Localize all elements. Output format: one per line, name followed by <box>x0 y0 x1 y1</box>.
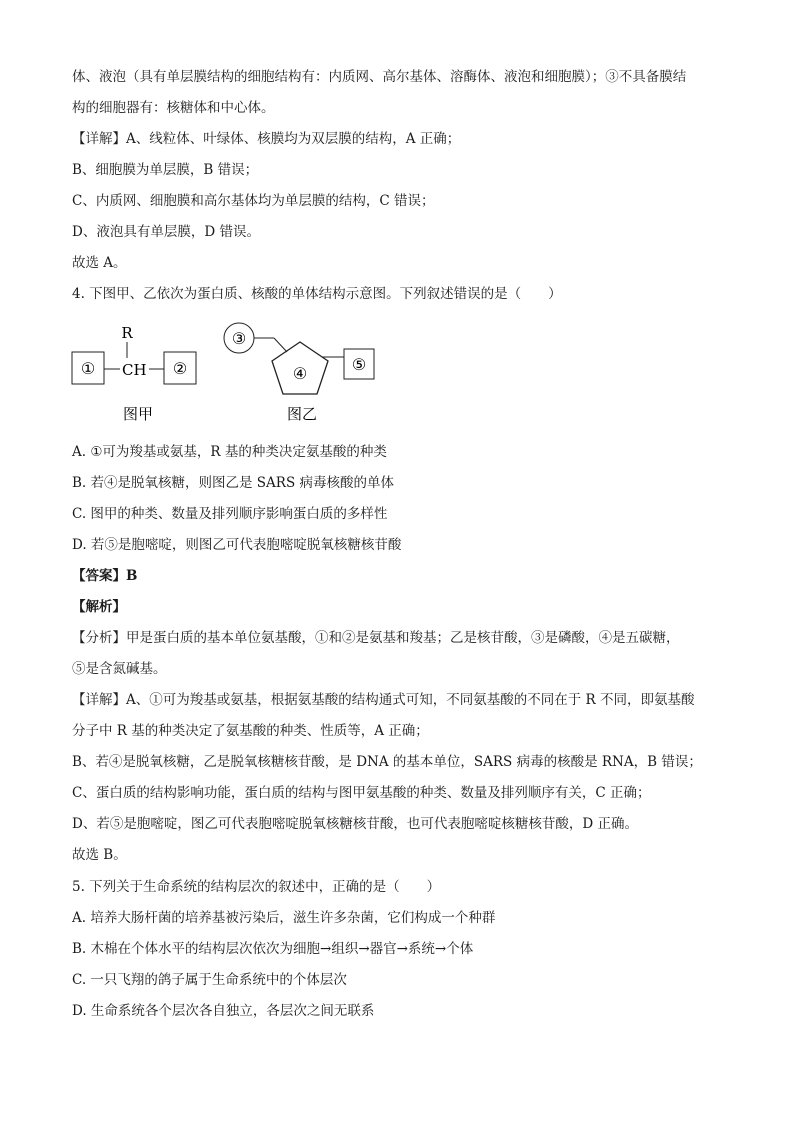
text-line: 体、液泡（具有单层膜结构的细胞结构有：内质网、高尔基体、溶酶体、液泡和细胞膜）；③不具备膜结 <box>72 69 687 85</box>
option-a: A. ①可为羧基或氨基，R 基的种类决定氨基酸的种类 <box>72 444 387 460</box>
text-line: C、蛋白质的结构影响功能，蛋白质的结构与图甲氨基酸的种类、数量及排列顺序有关，C 正确； <box>72 785 651 801</box>
diagram-jia <box>72 324 196 423</box>
jia-r-label: R <box>121 324 133 342</box>
text-line: ⑤是含氮碱基。 <box>72 661 167 677</box>
text-line: D、若⑤是胞嘧啶，图乙可代表胞嘧啶脱氧核糖核苷酸，也可代表胞嘧啶核糖核苷酸，D 正确。 <box>72 816 638 832</box>
option-d: D. 生命系统各个层次各自独立，各层次之间无联系 <box>72 1003 375 1019</box>
jia-label-2: ② <box>172 359 188 378</box>
yi-label-4: ④ <box>292 364 308 383</box>
analysis-heading: 【解析】 <box>72 599 126 615</box>
text-line: 分子中 R 基的种类决定了氨基酸的种类、性质等，A 正确； <box>72 723 429 739</box>
text-line: C、内质网、细胞膜和高尔基体均为单层膜的结构，C 错误； <box>72 193 435 209</box>
text-line: 【分析】甲是蛋白质的基本单位氨基酸，①和②是氨基和羧基；乙是核苷酸，③是磷酸，④是五碳糖， <box>72 630 680 646</box>
yi-label-5: ⑤ <box>351 355 367 374</box>
text-line: 【详解】A、①可为羧基或氨基，根据氨基酸的结构通式可知，不同氨基酸的不同在于 R 不同，即氨基酸 <box>72 692 695 708</box>
text-line: D、液泡具有单层膜，D 错误。 <box>72 224 260 240</box>
option-d: D. 若⑤是胞嘧啶，则图乙可代表胞嘧啶脱氧核糖核苷酸 <box>72 537 402 553</box>
yi-label-3: ③ <box>231 329 247 348</box>
jia-label-1: ① <box>80 359 96 378</box>
text-line: 构的细胞器有：核糖体和中心体。 <box>72 100 275 116</box>
yi-caption: 图乙 <box>286 405 318 423</box>
question-5-stem: 5. 下列关于生命系统的结构层次的叙述中，正确的是（ ） <box>72 879 441 895</box>
option-b: B. 若④是脱氧核糖，则图乙是 SARS 病毒核酸的单体 <box>72 475 394 491</box>
option-b: B. 木棉在个体水平的结构层次依次为细胞→组织→器官→系统→个体 <box>72 941 474 957</box>
jia-caption: 图甲 <box>122 405 154 423</box>
question-4-stem: 4. 下图甲、乙依次为蛋白质、核酸的单体结构示意图。下列叙述错误的是（ ） <box>72 286 562 302</box>
text-line: B、若④是脱氧核糖，乙是脱氧核糖核苷酸，是 DNA 的基本单位，SARS 病毒的核酸是 RNA，B 错误； <box>72 754 702 770</box>
option-a: A. 培养大肠杆菌的培养基被污染后，滋生许多杂菌，它们构成一个种群 <box>72 910 496 926</box>
text-line: B、细胞膜为单层膜，B 错误； <box>72 162 259 178</box>
diagram-yi <box>224 323 374 423</box>
option-c: C. 图甲的种类、数量及排列顺序影响蛋白质的多样性 <box>72 506 388 522</box>
jia-ch-label: CH <box>122 361 147 379</box>
answer-heading: 【答案】B <box>72 568 138 584</box>
text-line: 故选 B。 <box>72 847 127 863</box>
monomer-diagram <box>60 316 390 428</box>
text-line: 故选 A。 <box>72 255 127 271</box>
text-line: 【详解】A、线粒体、叶绿体、核膜均为双层膜的结构，A 正确； <box>72 131 461 147</box>
option-c: C. 一只飞翔的鸽子属于生命系统中的个体层次 <box>72 972 347 988</box>
